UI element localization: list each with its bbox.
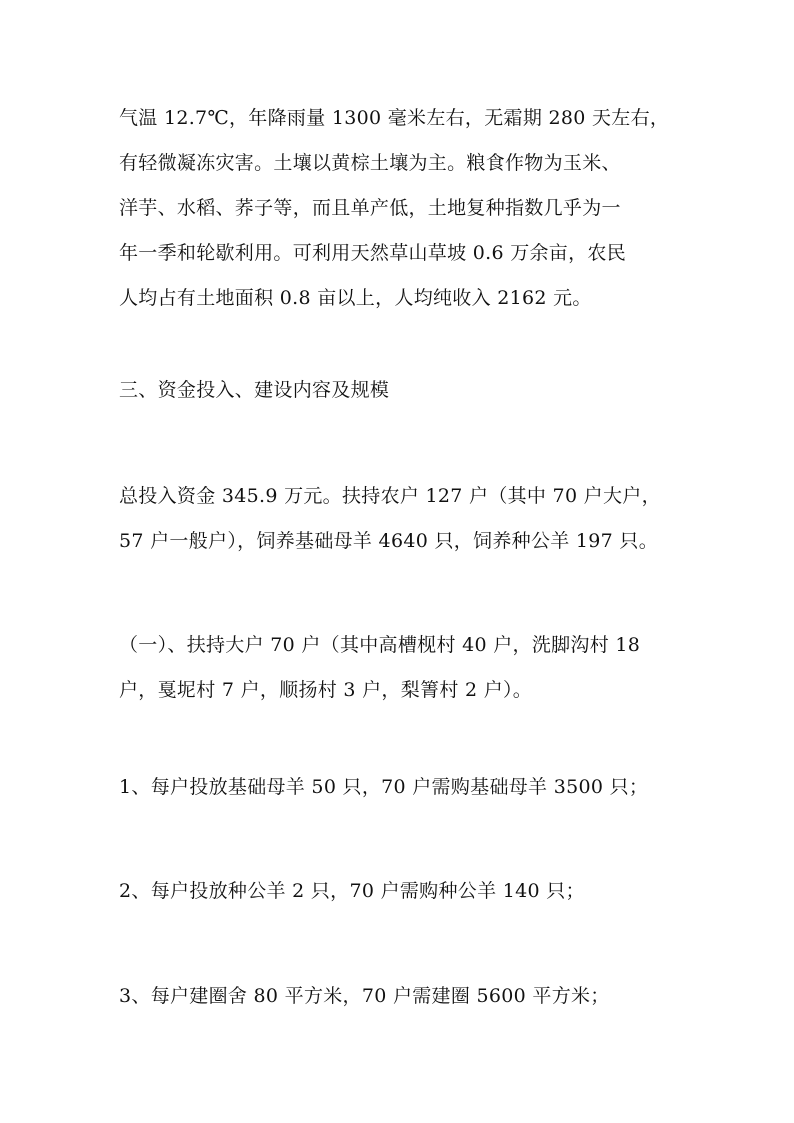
paragraph-line: （一）、扶持大户 70 户（其中高槽枧村 40 户，洗脚沟村 18 bbox=[119, 634, 641, 656]
paragraph-line: 户，戛坭村 7 户，顺扬村 3 户，梨箐村 2 户）。 bbox=[119, 679, 533, 701]
list-item: 2、每户投放种公羊 2 只，70 户需购种公羊 140 只； bbox=[119, 880, 585, 902]
paragraph-line: 年一季和轮歇利用。可利用天然草山草坡 0.6 万余亩，农民 bbox=[119, 242, 626, 264]
list-item: 3、每户建圈舍 80 平方米，70 户需建圈 5600 平方米； bbox=[119, 985, 610, 1007]
section-heading: 三、资金投入、建设内容及规模 bbox=[119, 379, 390, 401]
paragraph-line: 人均占有土地面积 0.8 亩以上，人均纯收入 2162 元。 bbox=[119, 287, 592, 309]
paragraph-line: 总投入资金 345.9 万元。扶持农户 127 户（其中 70 户大户， bbox=[119, 485, 661, 507]
list-item: 1、每户投放基础母羊 50 只，70 户需购基础母羊 3500 只； bbox=[119, 776, 649, 798]
paragraph-line: 洋芋、水稻、荞子等，而且单产低，土地复种指数几乎为一 bbox=[119, 197, 621, 219]
paragraph-line: 57 户一般户），饲养基础母羊 4640 只，饲养种公羊 197 只。 bbox=[119, 530, 658, 552]
paragraph-line: 气温 12.7℃，年降雨量 1300 毫米左右，无霜期 280 天左右， bbox=[119, 107, 670, 129]
paragraph-line: 有轻微凝冻灾害。土壤以黄棕土壤为主。粮食作物为玉米、 bbox=[119, 152, 621, 174]
